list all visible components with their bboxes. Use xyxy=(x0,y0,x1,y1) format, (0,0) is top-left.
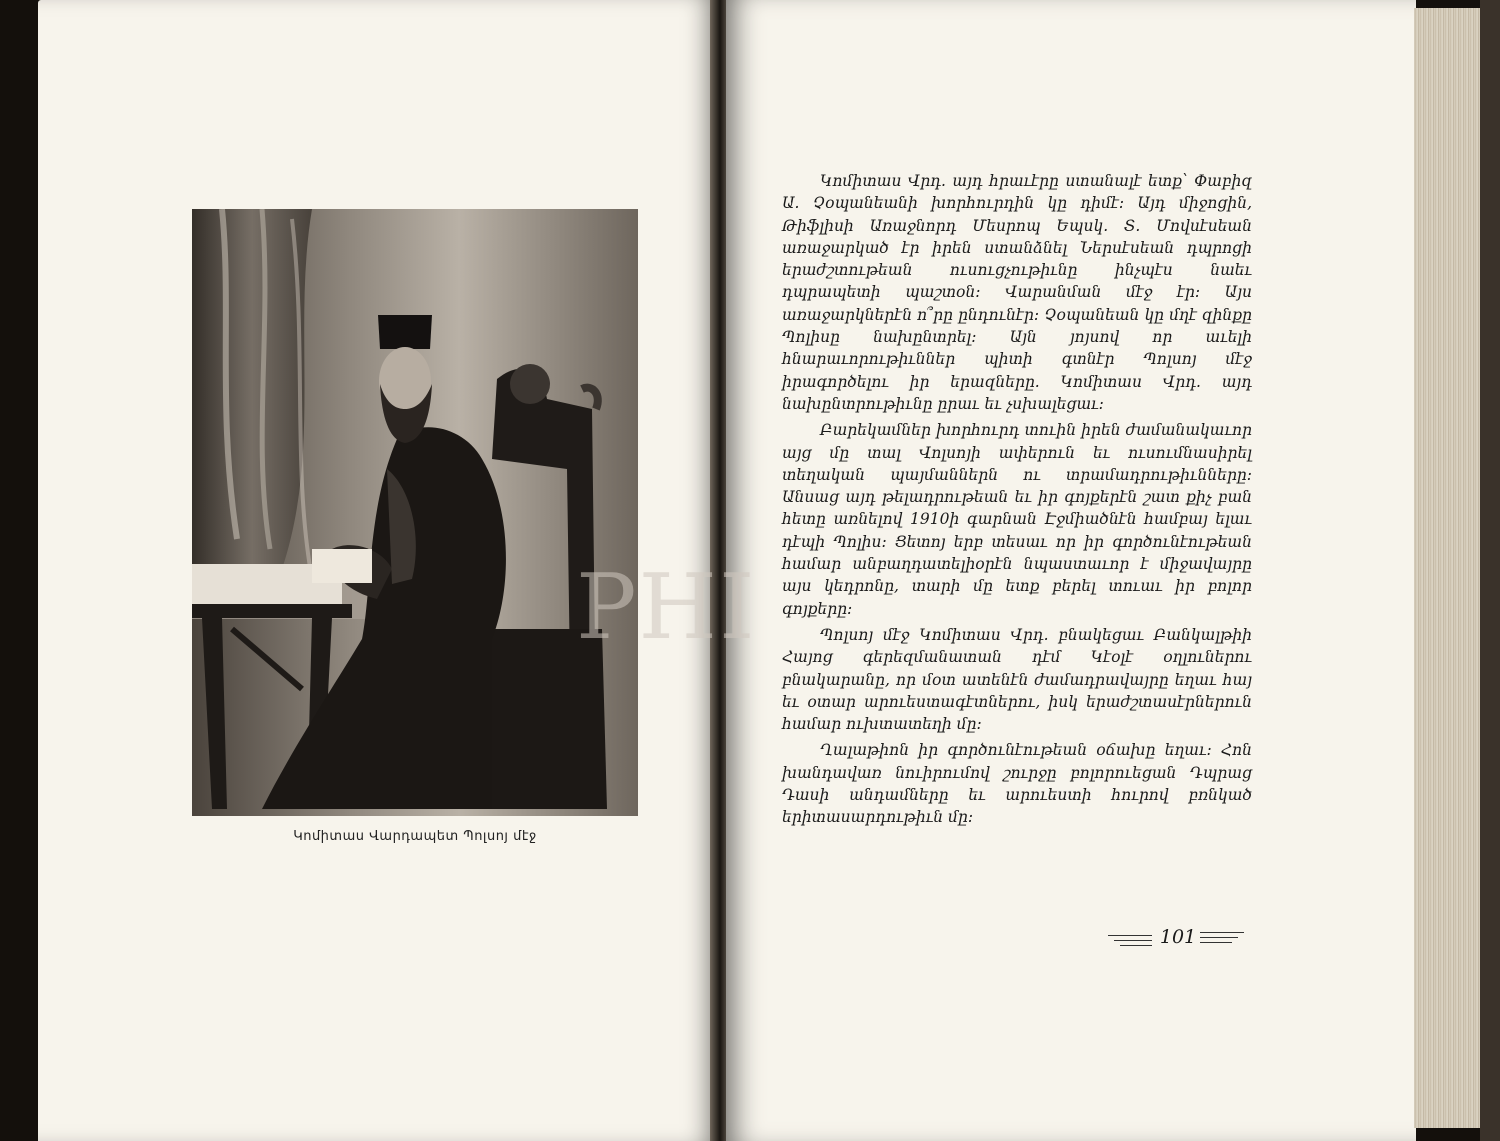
page-number-ornament xyxy=(1100,926,1250,952)
paragraph: Ղալաթիոն իր գործունէութեան օճախը եղաւ: Հոն խանդավառ նուիրումով շուրջը բոլորուեցան Դպրաց Դասի անդամները եւ արուեստի հուրով բռնկած երիտասարդութիւն մը: xyxy=(782,741,1252,827)
rule-right xyxy=(1200,932,1244,933)
paragraph: Բարեկամներ խորհուրդ տուին իրեն ժամանակաւոր այց մը տալ Վոլսոյի ափերուն եւ ուսումնասիրել տեղական պայմաններն ու տրամադրութիւնները: Անսաց այդ թելադրութեան եւ իր գոյքերէն շատ քիչ բան հետը առնելով 1910ի գարնան Էջմիածնէն համբայ ելաւ դէպի Պոլիս: Ցետոյ երբ տեսաւ որ իր գործունէութեան համար անբաղդատելիօրէն նպաստաւոր է միջավայրը այս կեդրոնը, տարի մը ետք բերել տուաւ իր բոլոր գոյքերը: xyxy=(782,421,1252,618)
portrait-photo xyxy=(192,209,638,816)
book-cover-edge xyxy=(1480,0,1500,1141)
watermark: PHI xyxy=(576,555,757,660)
body-text xyxy=(782,170,1252,829)
paragraph: Կոմիտաս Վրդ. այդ հրաւէրը ստանալէ ետք՝ Փաբիզ Ա. Չօպանեանի խորհուրդին կը դիմէ: Այդ միջոցին, Թիֆլիսի Առաջնորդ Մեսրոպ Եպսկ. Տ. Մովսէսեան առաջարկած էր իրեն ստանձնել Ներսէսեան դպրոցի երաժշտութեան ուսուցչութիւնը ինչպէս նաեւ դպրապետի պաշտօն: Վարանման մէջ էր: Այս առաջարկներէն ո՞րը ընդունէր: Չօպանեան կը մղէ զինքը Պոլիսը նախընտրել: Այն յոյսով որ աւելի հնարաւորութիւններ պիտի գտնէր Պոլսոյ մէջ իրագործելու իր երազները. Կոմիտաս Վրդ. այդ նախընտրութիւնը ըրաւ եւ չսխալեցաւ: xyxy=(782,172,1252,413)
page-edges xyxy=(1414,8,1487,1128)
photo-caption: Կոմիտաս Վարդապետ Պոլսոյ մէջ xyxy=(293,829,537,844)
rule-left xyxy=(1120,945,1152,946)
rule-left xyxy=(1114,940,1152,941)
page-number: 101 xyxy=(1159,926,1197,948)
rule-right xyxy=(1200,942,1232,943)
portrait-photo-icon xyxy=(192,209,638,816)
rule-right xyxy=(1200,937,1238,938)
rule-left xyxy=(1108,935,1152,936)
paragraph: Պոլսոյ մէջ Կոմիտաս Վրդ. բնակեցաւ Բանկալթիի Հայոց գերեզմանատան դէմ Կէօլէ օղլուներու բնակարանը, որ մօտ ատենէն ժամադրավայրը եղաւ հայ եւ օտար արուեստագէտներու, իսկ երաժշտասէրներուն համար ուխտատեղի մը: xyxy=(782,625,1252,734)
